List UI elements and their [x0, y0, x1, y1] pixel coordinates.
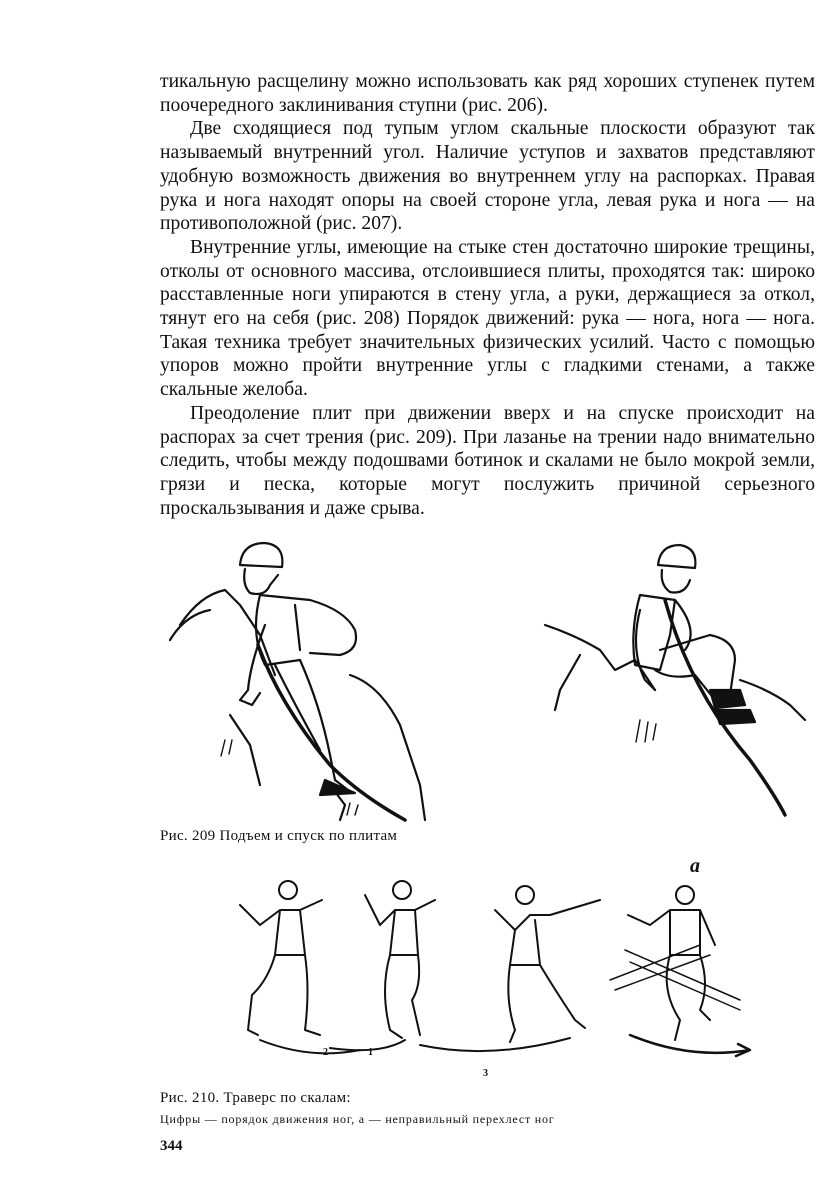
- step-number-3: 3: [483, 1068, 488, 1079]
- paragraph-2: Две сходящиеся под тупым углом скальные плоскости образуют так называемый внутренний угол. Наличие уступов и захватов представляют удобную возможность движения во внутреннем углу на распорках. Правая рука и нога находят опоры на своей стороне угла, левая рука и нога — на противоположной (рис. 207).: [160, 118, 815, 235]
- figure-210-caption: Рис. 210. Траверс по скалам:: [160, 1090, 351, 1106]
- figure-209-caption: Рис. 209 Подъем и спуск по плитам: [160, 828, 398, 844]
- figure-210-legend: Цифры — порядок движения ног, а — неправильный перехлест ног: [160, 1112, 555, 1126]
- page-number: 344: [160, 1138, 183, 1154]
- paragraph-4: Преодоление плит при движении вверх и на спуске происходит на распорах за счет трения (рис. 209). При лазанье на трении надо внимательно следить, чтобы между подошвами ботинок и скалами не было мокрой земли, грязи и песка, которые могут послужить причиной серьезного проскальзывания и даже срыва.: [160, 402, 815, 519]
- step-number-2: 2: [323, 1047, 328, 1058]
- traverse-figure-4: [610, 886, 740, 1040]
- step-number-1: 1: [368, 1047, 373, 1058]
- figure-210-label-a: а: [690, 855, 700, 877]
- paragraph-1: тикальную расщелину можно использовать как ряд хороших ступенек путем поочередного заклинивания ступни (рис. 206).: [160, 71, 815, 116]
- figure-209-descent-illustration: [540, 540, 810, 820]
- traverse-figure-3: [495, 886, 600, 1042]
- figure-209-ascent-illustration: [170, 535, 440, 825]
- traverse-figure-2: [365, 881, 435, 1038]
- paragraph-3: Внутренние углы, имеющие на стыке стен достаточно широкие трещины, отколы от основного массива, отслоившиеся плиты, проходятся так: широко расставленные ноги упираются в стену угла, а руки, держащиеся за откол, тянут его на себя (рис. 208) Порядок движений: рука — нога, нога — нога. Такая техника требует значительных физических усилий. Часто с помощью упоров можно пройти внутренние углы с гладкими стенами, а также скальные желоба.: [160, 236, 815, 401]
- body-text: [160, 70, 815, 520]
- traverse-figure-1: [240, 881, 322, 1035]
- figure-210-traverse-illustration: [230, 870, 760, 1070]
